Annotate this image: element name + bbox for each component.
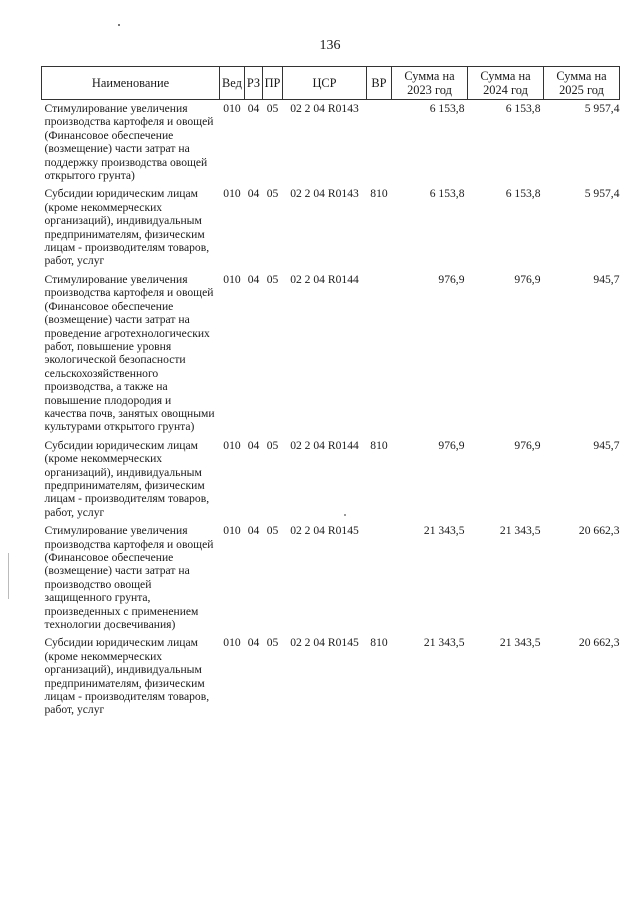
row-sum-2024: 21 343,5	[499, 636, 541, 650]
row-vr: 810	[370, 438, 388, 452]
row-csr: 02 2 04 R0143	[290, 187, 359, 201]
header-sum-2024: Сумма на 2024 год	[468, 67, 544, 100]
row-ved: 010	[223, 102, 241, 115]
row-sum-2024: 6 153,8	[505, 102, 541, 115]
row-sum-2023: 6 153,8	[429, 187, 465, 201]
header-ved: Вед	[220, 67, 245, 100]
row-vr	[367, 100, 392, 186]
row-sum-2024: 976,9	[514, 438, 541, 452]
row-rz: 04	[247, 438, 260, 452]
row-vr: 810	[370, 636, 388, 650]
table-row	[42, 271, 620, 437]
row-name: Субсидии юридическим лицам (кроме некоммерческих организаций), индивидуальным предпринимателям, физическим лицам - производителям товаров, работ, услуг	[44, 636, 210, 717]
row-pr: 05	[266, 272, 279, 286]
row-csr: 02 2 04 R0144	[290, 438, 359, 452]
row-name: Субсидии юридическим лицам (кроме некоммерческих организаций), индивидуальным предпринимателям, физическим лицам - производителям товаров, работ, услуг	[44, 438, 210, 519]
table-row	[42, 522, 620, 634]
header-sum-2023: Сумма на 2023 год	[392, 67, 468, 100]
row-pr: 05	[266, 438, 279, 452]
row-pr: 05	[266, 524, 279, 538]
row-name: Стимулирование увеличения производства картофеля и овощей (Финансовое обеспечение (возмещение) части затрат на поддержку производства овощей открытого грунта)	[44, 102, 214, 183]
row-ved: 010	[223, 524, 241, 538]
header-rz: РЗ	[245, 67, 263, 100]
table-row	[42, 437, 620, 522]
scan-speck	[118, 24, 120, 26]
row-csr: 02 2 04 R0145	[290, 524, 359, 538]
row-name: Стимулирование увеличения производства картофеля и овощей (Финансовое обеспечение (возмещение) части затрат на проведение агротехнологических работ, повышение уровня экологической безопасности сельскохозяйственного производства, а также на повышение плодородия и качества почв, занятых овощными культурами открытого грунта)	[44, 272, 215, 434]
row-vr	[367, 522, 392, 634]
row-sum-2024: 6 153,8	[505, 187, 541, 201]
row-sum-2025: 945,7	[593, 272, 620, 286]
header-vr: ВР	[367, 67, 392, 100]
header-name: Наименование	[42, 67, 220, 100]
row-rz: 04	[247, 102, 260, 115]
header-pr: ПР	[263, 67, 283, 100]
row-rz: 04	[247, 636, 260, 650]
row-ved: 010	[223, 187, 241, 201]
row-name: Стимулирование увеличения производства картофеля и овощей (Финансовое обеспечение (возмещение) части затрат на производство овощей защищенного грунта, произведенных с применением технологии досвечивания)	[44, 524, 214, 632]
row-rz: 04	[247, 187, 260, 201]
row-csr: 02 2 04 R0145	[290, 636, 359, 650]
table-row	[42, 634, 620, 719]
row-sum-2025: 945,7	[593, 438, 620, 452]
row-sum-2023: 21 343,5	[423, 636, 465, 650]
table-header	[42, 67, 620, 100]
row-ved: 010	[223, 636, 241, 650]
row-rz: 04	[247, 272, 260, 286]
row-vr	[367, 271, 392, 437]
row-sum-2023: 21 343,5	[423, 524, 465, 538]
row-sum-2023: 976,9	[438, 272, 465, 286]
scan-edge-mark	[8, 553, 9, 599]
row-csr: 02 2 04 R0144	[290, 272, 359, 286]
header-sum-2025: Сумма на 2025 год	[544, 67, 620, 100]
row-sum-2023: 6 153,8	[429, 102, 465, 115]
header-csr: ЦСР	[283, 67, 367, 100]
table-row	[42, 100, 620, 186]
row-sum-2023: 976,9	[438, 438, 465, 452]
row-sum-2025: 5 957,4	[584, 102, 620, 115]
table-row	[42, 185, 620, 270]
row-sum-2025: 5 957,4	[584, 187, 620, 201]
row-sum-2025: 20 662,3	[578, 636, 620, 650]
row-csr: 02 2 04 R0143	[290, 102, 359, 115]
row-vr: 810	[370, 187, 388, 201]
table-body	[42, 100, 620, 720]
row-pr: 05	[266, 102, 279, 115]
header-row	[42, 67, 620, 100]
row-sum-2024: 21 343,5	[499, 524, 541, 538]
row-rz: 04	[247, 524, 260, 538]
page-number: 136	[319, 38, 341, 53]
row-sum-2025: 20 662,3	[578, 524, 620, 538]
row-ved: 010	[223, 272, 241, 286]
row-sum-2024: 976,9	[514, 272, 541, 286]
row-name: Субсидии юридическим лицам (кроме некоммерческих организаций), индивидуальным предпринимателям, физическим лицам - производителям товаров, работ, услуг	[44, 187, 210, 268]
row-ved: 010	[223, 438, 241, 452]
budget-table	[41, 66, 620, 720]
row-pr: 05	[266, 187, 279, 201]
row-pr: 05	[266, 636, 279, 650]
